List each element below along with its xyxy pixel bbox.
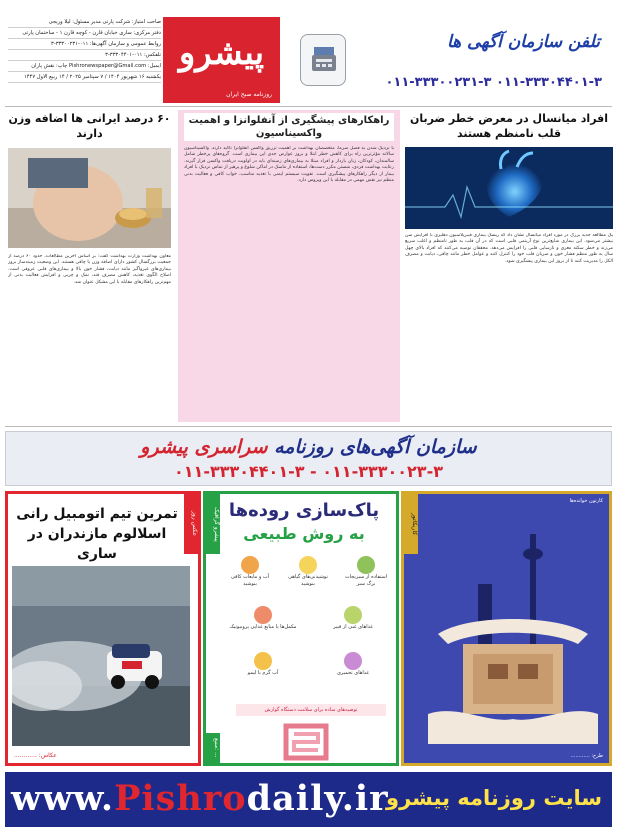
- caricature-drawing: [418, 514, 608, 744]
- intestine-icon: [276, 720, 336, 764]
- ad-title: تلفن سازمان آگهی ها: [446, 32, 600, 52]
- article-middle-body: با نزدیک شدن به فصل سرما، متخصصان بهداشت بر اهمیت تزریق واکسن آنفلوانزا تاکید دارند. واکسیناسیون سالانه مؤثرترین راه برای کاهش خطر ابتلا و بروز عوارض جدی این بیماری است. گروه‌های پرخطر شامل سالمندان، کودکان، زنان باردار و افراد مبتلا به بیماری‌های زمینه‌ای باید در اولویت دریافت واکسن قرار گیرند. رعایت بهداشت فردی، شستن مکرر دست‌ها، استفاده از ماسک در اماکن شلوغ و پرهیز از تماس نزدیک با افراد بیمار از دیگر راهکارهای پیشگیری است. تقویت سیستم ایمنی با تغذیه مناسب، خواب کافی و فعالیت بدنی منظم نیز نقش مهمی در مقابله با این ویروس دارد.: [184, 146, 394, 184]
- ad-phones: ۰۱۱-۳۳۳۰۰۲۳۱-۳ ۰۱۱-۳۳۳۰۴۴۰۱-۳: [385, 75, 602, 90]
- tip-text: استفاده از سبزیجات برگ سبز: [344, 574, 388, 587]
- fax-area: [286, 20, 360, 100]
- rally-car-photo: [12, 566, 190, 746]
- infographic-title-1: پاک‌سازی روده‌ها: [228, 500, 380, 521]
- logo-subtitle: روزنامه صبح ایران: [226, 91, 272, 98]
- tip-icon: [344, 652, 362, 670]
- logo-text: پیشرو: [178, 33, 265, 73]
- url-mid: daily: [246, 778, 342, 819]
- infographic-label: پیشرو گرافیک: [206, 494, 220, 554]
- masthead-line: دفتر مرکزی: ساری خیابان قارن - کوچه قارن ۱ - ساختمان پارتی: [8, 28, 161, 39]
- tip-text: آب گرم با لیمو: [247, 670, 279, 676]
- ad-banner: [5, 431, 612, 486]
- tip-item: [224, 556, 276, 588]
- url-suffix: .ir: [341, 778, 389, 819]
- footer-banner: [5, 772, 612, 827]
- article-right-title: افراد میانسال در معرض خطر ضربان قلب نامنظم هستند: [409, 112, 609, 140]
- article-left-body: معاون بهداشت وزارت بهداشت گفت: بر اساس آخرین مطالعات، حدود ۶۰ درصد از جمعیت بزرگسال کشور دارای اضافه وزن یا چاقی هستند. این وضعیت زمینه‌ساز بروز بیماری‌های غیرواگیر مانند دیابت، فشار خون بالا و بیماری‌های قلبی عروقی است. اصلاح الگوی تغذیه، کاهش مصرف قند، نمک و چربی و افزایش فعالیت بدنی از مهم‌ترین راهکارهای مقابله با این مشکل عنوان شد.: [8, 254, 171, 285]
- masthead-info: [8, 17, 161, 99]
- mid-divider: [5, 426, 612, 427]
- caricature-label: کاریکاتور: [404, 494, 418, 554]
- caricature-credit: طرح: ............: [570, 753, 603, 759]
- heart-image: [405, 147, 613, 229]
- obesity-photo: [8, 148, 171, 248]
- tip-text: غذاهای غنی از فیبر: [333, 624, 373, 630]
- masthead-line: یکشنبه ۱۶ شهریور ۱۴۰۴ / ۷ سپتامبر ۲۰۲۵ / ۱۴ ربیع الاول ۱۴۴۷: [8, 72, 161, 83]
- url-prefix: www.: [11, 778, 115, 819]
- caricature-panel: [401, 491, 612, 766]
- masthead-line: ایمیل: Pishronewspaper@Gmail.com چاپ: نقش پاران: [8, 61, 161, 72]
- fax-icon: [300, 34, 346, 86]
- tips-grid: [224, 556, 392, 706]
- url-brand: Pishro: [114, 778, 247, 819]
- banner-phones: ۰۱۱-۳۳۳۰۴۴۰۱-۳ - ۰۱۱-۳۳۳۰۰۲۳-۳: [174, 462, 443, 481]
- masthead-line: تلفکس: ۰۱۱-۳۳۳۰۴۴۰۱-۳: [8, 50, 161, 61]
- tip-text: غذاهای تخمیری: [337, 670, 369, 676]
- banner-title: [6, 436, 611, 458]
- website-url[interactable]: [11, 778, 389, 819]
- newspaper-logo: [163, 17, 280, 103]
- tip-item: [314, 606, 392, 631]
- tip-text: نوشیدنی‌های گیاهی بنوشید: [288, 574, 328, 587]
- panel-label: عکس روز: [184, 494, 198, 554]
- infographic-title-2: به روش طبیعی: [243, 524, 365, 543]
- header-divider: [5, 106, 612, 107]
- photo-title: تمرین تیم اتومبیل رانی اسلالوم مازندران در ساری: [16, 506, 178, 562]
- caricature-corner: کارتون خوانده‌ها: [569, 498, 603, 504]
- article-right-body: یک مطالعه جدید بزرگ در مورد افراد میانسال نشان داد که ریسک بیماری فیبریلاسیون دهلیزی با افزایش سن بیشتر می‌شود. این بیماری شایع‌ترین نوع آریتمی قلبی است که در آن قلب به طور نامنظم و اغلب سریع می‌زند و خطر سکته مغزی و نارسایی قلبی را افزایش می‌دهد. محققان توصیه می‌کنند که افراد بالای چهل سال به طور منظم فشار خون و ضربان قلب خود را کنترل کنند و عوامل خطر مانند چاقی، دیابت و مصرف الکل را مدیریت کنند تا از بروز این بیماری پیشگیری شود.: [405, 233, 613, 264]
- infographic-panel: [203, 491, 399, 766]
- tip-icon: [357, 556, 375, 574]
- tip-item: [282, 556, 334, 588]
- masthead-line: صاحب امتیاز: شرکت پارتی مدیر مسئول: لیلا وریجی: [8, 17, 161, 28]
- tip-text: مکمل‌ها یا منابع غذایی پروبیوتیک: [229, 624, 297, 630]
- article-middle-title: راهکارهای پیشگیری از آنفلوانزا و اهمیت واکسیناسیون: [188, 115, 390, 139]
- tip-item: [224, 606, 302, 631]
- tip-icon: [254, 652, 272, 670]
- tip-icon: [299, 556, 317, 574]
- photo-of-day-panel: [5, 491, 201, 766]
- tip-text: آب و مایعات کافی بنوشید: [231, 574, 269, 587]
- article-left-title: ۶۰ درصد ایرانی ها اضافه وزن دارند: [8, 112, 171, 140]
- tip-item: [224, 652, 302, 677]
- banner-title-a: سازمان آگهی‌های روزنامه: [274, 436, 477, 458]
- tip-item: [314, 652, 392, 677]
- infographic-note: توصیه‌های ساده برای سلامت دستگاه گوارش: [236, 704, 386, 716]
- banner-title-b: سراسری پیشرو: [140, 436, 268, 458]
- masthead-line: روابط عمومی و سازمان آگهی‌ها: ۰۱۱-۳۳۳۰۰۲۳۱-۳: [8, 39, 161, 50]
- tip-item: [340, 556, 392, 588]
- infographic-source: منبع: ...: [206, 733, 220, 763]
- photo-credit: عکاس: ............: [14, 752, 57, 759]
- footer-site-label: سایت روزنامه پیشرو: [386, 786, 602, 810]
- tip-icon: [344, 606, 362, 624]
- ad-phone-box: [360, 20, 612, 100]
- tip-icon: [241, 556, 259, 574]
- tip-icon: [254, 606, 272, 624]
